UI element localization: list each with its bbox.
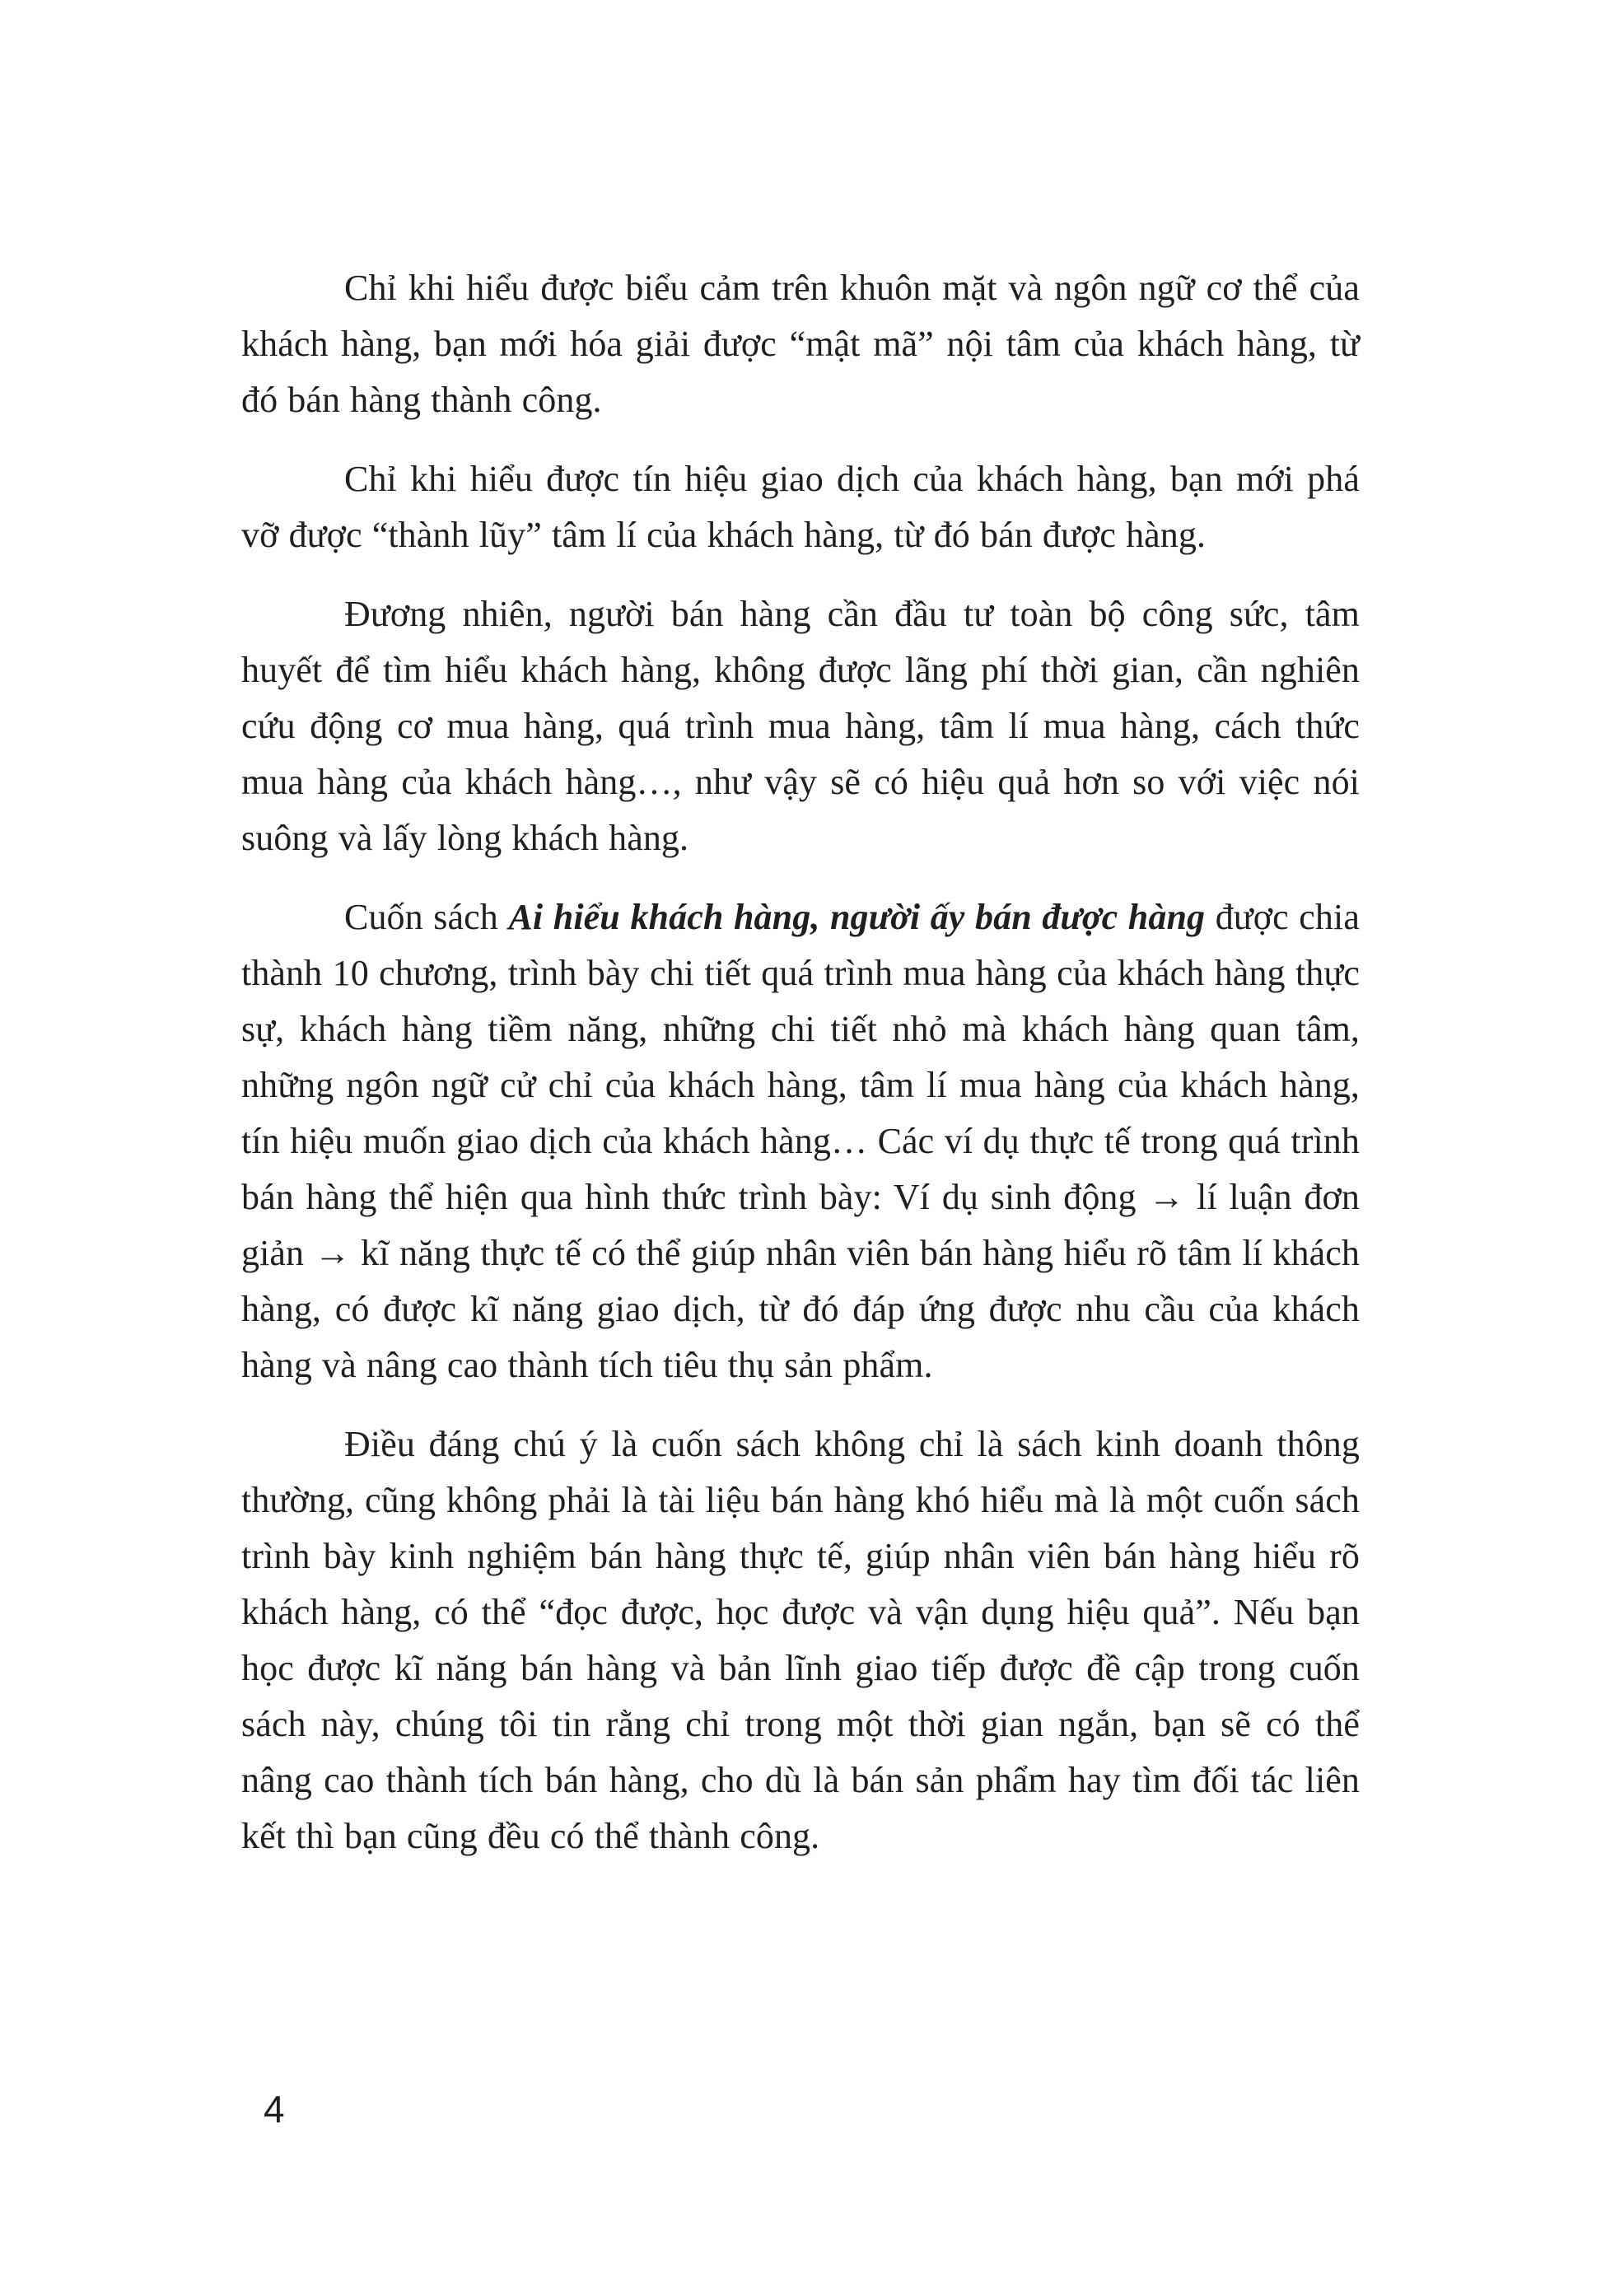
paragraph-3: Đương nhiên, người bán hàng cần đầu tư toàn bộ công sức, tâm huyết để tìm hiểu khách hàng, không được lãng phí thời gian, cần nghiên cứu động cơ mua hàng, quá trình mua hàng, tâm lí mua hàng, cách thức mua hàng của khách hàng…, như vậy sẽ có hiệu quả hơn so với việc nói suông và lấy lòng khách hàng. — [241, 594, 1360, 858]
page-number: 4 — [264, 2088, 285, 2130]
paragraph-4-suffix: được chia thành 10 chương, trình bày chi tiết quá trình mua hàng của khách hàng thực sự, khách hàng tiềm năng, những chi tiết nhỏ mà khách hàng quan tâm, những ngôn ngữ cử chỉ của khách hàng, tâm lí mua hàng của khách hàng, tín hiệu muốn giao dịch của khách hàng… Các ví dụ thực tế trong quá trình bán hàng thể hiện qua hình thức trình bày: Ví dụ sinh động → lí luận đơn giản → kĩ năng thực tế có thể giúp nhân viên bán hàng hiểu rõ tâm lí khách hàng, có được kĩ năng giao dịch, từ đó đáp ứng được nhu cầu của khách hàng và nâng cao thành tích tiêu thụ sản phẩm. — [241, 897, 1360, 1385]
paragraph-5: Điều đáng chú ý là cuốn sách không chỉ là sách kinh doanh thông thường, cũng không phải là tài liệu bán hàng khó hiểu mà là một cuốn sách trình bày kinh nghiệm bán hàng thực tế, giúp nhân viên bán hàng hiểu rõ khách hàng, có thể “đọc được, học được và vận dụng hiệu quả”. Nếu bạn học được kĩ năng bán hàng và bản lĩnh giao tiếp được đề cập trong cuốn sách này, chúng tôi tin rằng chỉ trong một thời gian ngắn, bạn sẽ có thể nâng cao thành tích bán hàng, cho dù là bán sản phẩm hay tìm đối tác liên kết thì bạn cũng đều có thể thành công. — [241, 1424, 1360, 1856]
paragraph-4 — [241, 889, 1360, 1393]
paragraph-2: Chỉ khi hiểu được tín hiệu giao dịch của khách hàng, bạn mới phá vỡ được “thành lũy” tâm lí của khách hàng, từ đó bán được hàng. — [241, 459, 1360, 555]
paragraph-1: Chỉ khi hiểu được biểu cảm trên khuôn mặt và ngôn ngữ cơ thể của khách hàng, bạn mới hóa giải được “mật mã” nội tâm của khách hàng, từ đó bán hàng thành công. — [241, 268, 1360, 420]
paragraph-4-prefix: Cuốn sách — [344, 897, 509, 937]
page-body — [241, 260, 1360, 1888]
book-title: Ai hiểu khách hàng, người ấy bán được hàng — [508, 897, 1206, 937]
